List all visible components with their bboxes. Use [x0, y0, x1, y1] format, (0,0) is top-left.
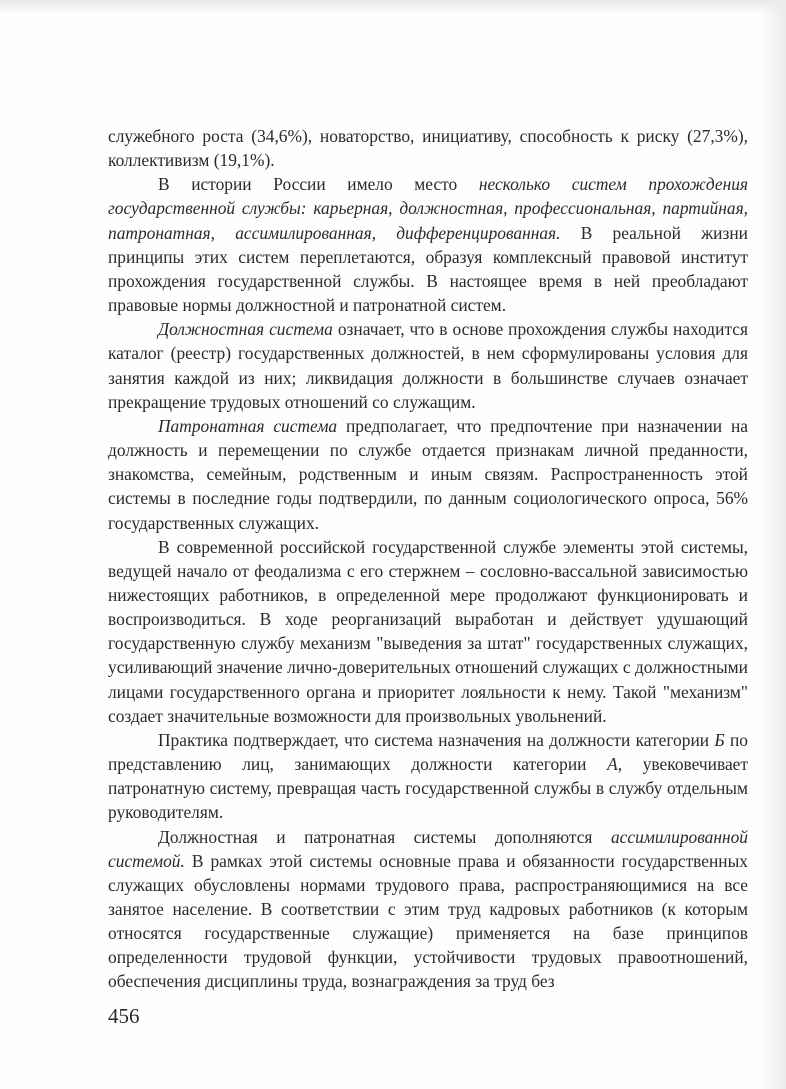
paragraph-modern-service [108, 535, 748, 728]
text-segment: В рамках этой системы основные права и обязанности государственных служащих обусловлены нормами трудового права, распространяющимися на все занятое население. В соответствии с этим труд кадровых работников (к которым относятся государственные служащие) применяется на базе принципов определенности трудовой функции, устойчивости трудовых правоотношений, обеспечения дисциплины труда, вознаграждения за труд без [108, 850, 748, 992]
scan-edge-shadow [760, 0, 786, 1089]
text-segment: Должностная и патронатная системы дополняются [158, 826, 611, 847]
paragraph-practice [108, 728, 748, 825]
paragraph-position-system [108, 317, 748, 414]
text-segment: В реальной жизни принципы этих систем переплетаются, образуя комплексный правовой институт прохождения государственной службы. В настоящее время в ней преобладают правовые нормы должностной и патронатной систем. [108, 222, 748, 316]
italic-term: Б [714, 729, 725, 750]
italic-term: несколько систем прохождения государственной службы: карьерная, должностная, профессиональная, партийная, патронатная, ассимилированная, дифференцированная. [108, 174, 748, 243]
text-segment: В истории России имело место [158, 174, 479, 195]
italic-term: Патронатная система [158, 415, 338, 436]
text-segment: по представлению лиц, занимающих должности категории [108, 729, 748, 775]
text-segment: предполагает, что предпочтение при назначении на должность и перемещении по службе отдается признакам личной преданности, знакомства, семейным, родственным и иным связям. Распространенность этой системы в последние годы подтвердили, по данным социологического опроса, 56% государственных служащих. [108, 415, 748, 533]
page-number: 456 [108, 1004, 140, 1028]
text-segment: Практика подтверждает, что система назначения на должности категории [158, 729, 715, 750]
paragraph-continued [108, 124, 748, 172]
italic-term: ассимилированной системой. [108, 826, 748, 871]
paragraph-systems-overview [108, 172, 748, 317]
italic-term: Должностная система [158, 319, 333, 340]
paragraph-assimilated-system [108, 825, 748, 994]
italic-term: А [607, 754, 618, 775]
text-segment: , увековечивает патронатную систему, превращая часть государственной службы в службу отдельным руководителям. [108, 754, 748, 823]
text-segment: В современной российской государственной службе элементы этой системы, ведущей начало от феодализма с его стержнем – сословно-вассальной зависимостью нижестоящих работников, в определенной мере продолжают функционировать и воспроизводиться. В ходе реорганизаций выработан и действует удушающий государственную службу механизм "выведения за штат" государственных служащих, усиливающий значение лично-доверительных отношений служащих с должностными лицами государственного органа и приоритет лояльности к нему. Такой "механизм" создает значительные возможности для произвольных увольнений. [108, 536, 748, 726]
paragraph-patronage-system [108, 414, 748, 535]
text-segment: означает, что в основе прохождения службы находится каталог (реестр) государственных должностей, в нем сформулированы условия для занятия каждой из них; ликвидация должности в большинстве случаев означает прекращение трудовых отношений со служащим. [108, 319, 748, 412]
text-segment: служебного роста (34,6%), новаторство, инициативу, способность к риску (27,3%), коллективизм (19,1%). [108, 126, 748, 171]
scan-top-shadow [0, 0, 786, 14]
body-text [108, 124, 748, 994]
